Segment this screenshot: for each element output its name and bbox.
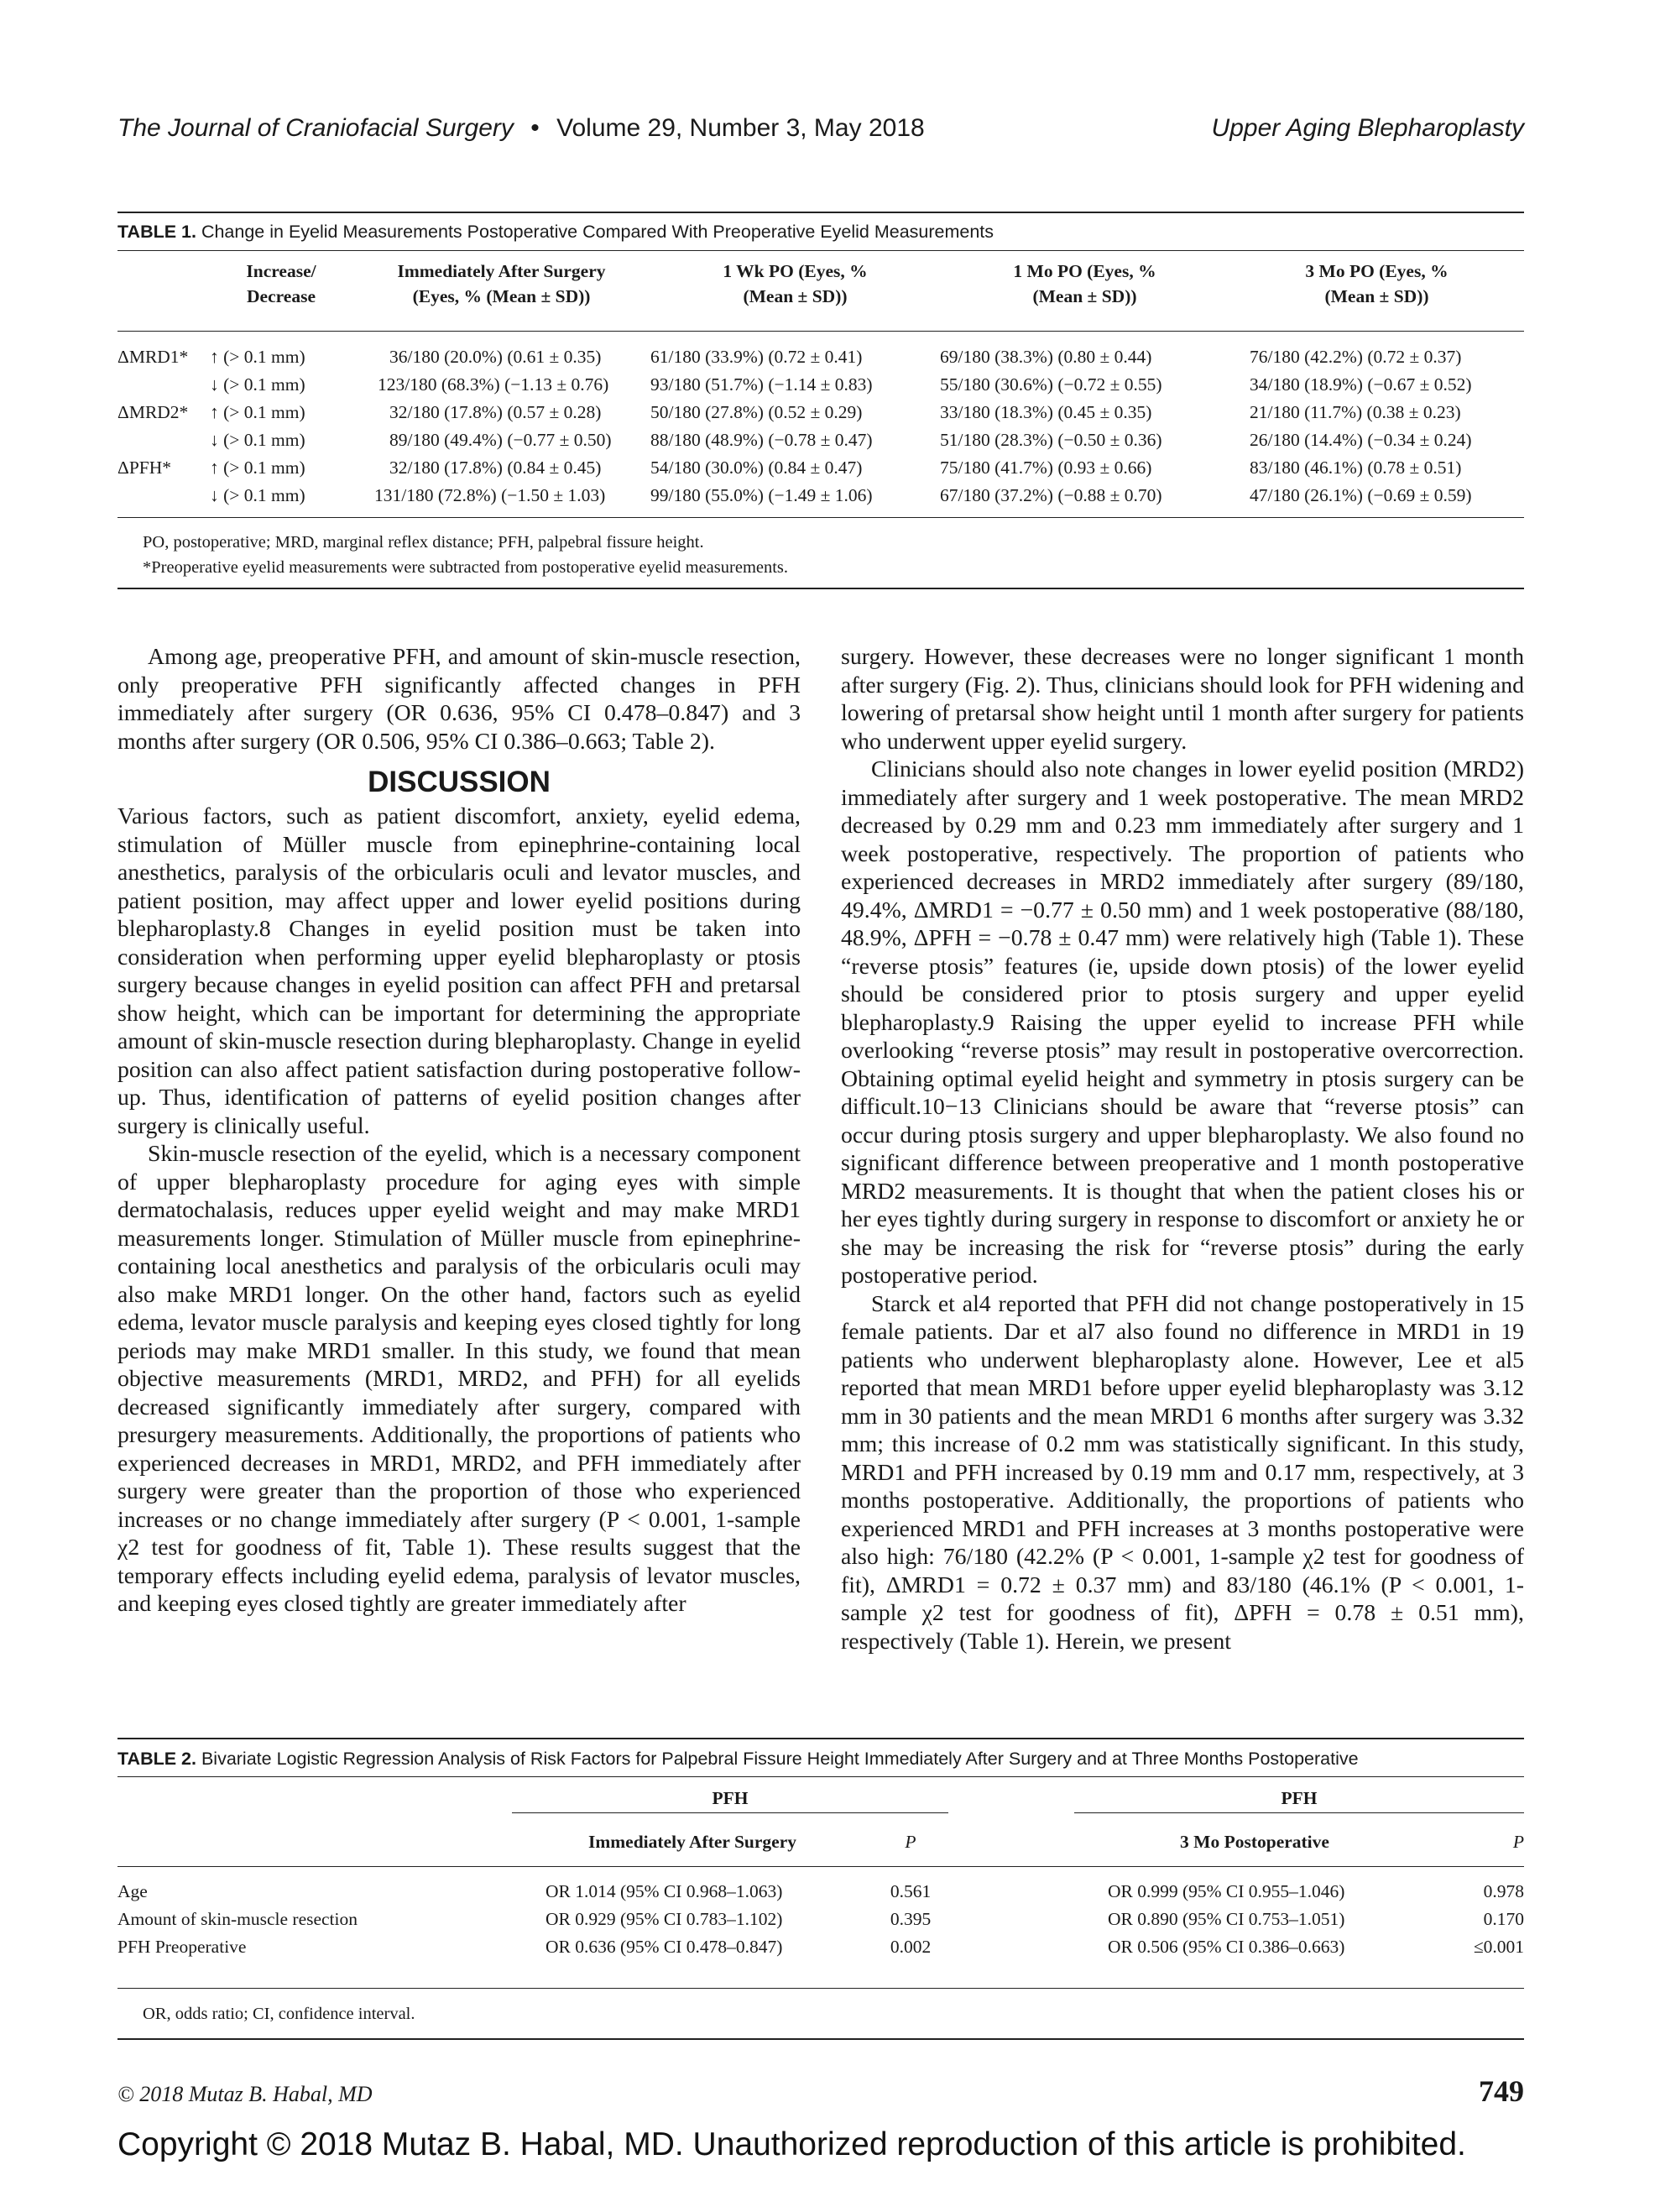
table-cell: OR 0.999 (95% CI 0.955–1.046) [1108,1881,1345,1901]
table-row [117,399,1524,426]
section-title: Upper Aging Blepharoplasty [1211,114,1524,142]
table-row [117,1878,1524,1906]
table-cell: 89/180 (49.4%) (−0.77 ± 0.50) [389,430,612,450]
table-cell: 99/180 (55.0%) (−1.49 ± 1.06) [650,485,873,505]
table-cell: 47/180 (26.1%) (−0.69 ± 0.59) [1250,485,1472,505]
page-number: 749 [1479,2074,1524,2108]
running-header [117,114,1524,143]
results-paragraph: Among age, preoperative PFH, and amount of skin-muscle resection, only preoperative PFH significantly affected changes in PFH immediately after surgery (OR 0.636, 95% CI 0.478–0.847) and 3 months after surgery (OR 0.506, 95% CI 0.386–0.663; Table 2). [117,644,801,755]
table1-header-cell: 3 Mo PO (Eyes, % (Mean ± SD)) [1305,261,1449,306]
table-row [117,1906,1524,1933]
copyright-banner: Copyright © 2018 Mutaz B. Habal, MD. Unauthorized reproduction of this article is prohibited. [117,2126,1466,2162]
table-cell [117,371,210,399]
table1-header-rule [117,250,1524,251]
right-column [841,643,1524,1655]
table-cell: Amount of skin-muscle resection [117,1909,358,1929]
table2-caption [117,1749,1544,1770]
table-cell: ΔMRD1* [117,347,189,367]
table-cell: OR 1.014 (95% CI 0.968–1.063) [546,1881,783,1901]
discussion-paragraph-3: surgery. However, these decreases were no longer significant 1 month after surgery (Fig. 2). Thus, clinicians should look for PFH widening and lowering of pretarsal show height until 1 month after surgery for patients who underwent upper eyelid surgery. [841,644,1524,755]
table2-subheader: P [1512,1831,1524,1852]
discussion-paragraph-5: Starck et al4 reported that PFH did not change postoperatively in 15 female patients. Dar et al7 also found no difference in MRD1 in 19 patients who underwent blepharoplasty alone. However, Lee et al5 reported that mean MRD1 before upper eyelid blepharoplasty was 3.12 mm in 30 patients and the mean MRD1 6 months after surgery was 3.32 mm; this increase of 0.2 mm was statistically significant. In this study, MRD1 and PFH increased by 0.19 mm and 0.17 mm, respectively, at 3 months postoperative. Additionally, the proportions of patients who experienced MRD1 and PFH increases at 3 months postoperative were also high: 76/180 (42.2% (P < 0.001, 1-sample χ2 test for goodness of fit), ΔMRD1 = 0.72 ± 0.37 mm) and 83/180 (46.1% (P < 0.001, 1-sample χ2 test for goodness of fit), ΔPFH = 0.78 ± 0.51 mm), respectively (Table 1). Herein, we present [841,1290,1524,1655]
table2 [117,1785,1524,1961]
discussion-paragraph-1: Various factors, such as patient discomfort, anxiety, eyelid edema, stimulation of Müller muscle from epinephrine-containing local anesthetics, paralysis of the orbicularis oculi and levator muscles, and patient position, may affect upper and lower eyelid positions during blepharoplasty.8 Changes in eyelid position must be taken into consideration when performing upper eyelid blepharoplasty or ptosis surgery because changes in eyelid position can affect PFH and pretarsal show height, which can be important for determining the appropriate amount of skin-muscle resection during blepharoplasty. Change in eyelid position can also affect patient satisfaction during postoperative follow-up. Thus, identification of patterns of eyelid position changes after surgery is clinically useful. [117,803,801,1139]
table2-subheader: P [905,1831,916,1852]
table1-header-cell: 1 Wk PO (Eyes, % (Mean ± SD)) [723,261,868,306]
table-cell: 21/180 (11.7%) (0.38 ± 0.23) [1250,402,1461,422]
journal-name: The Journal of Craniofacial Surgery [117,114,514,142]
table-cell: 75/180 (41.7%) (0.93 ± 0.66) [940,458,1152,478]
table-cell: 76/180 (42.2%) (0.72 ± 0.37) [1250,347,1462,367]
table1-footnote-asterisk: *Preoperative eyelid measurements were subtracted from postoperative eyelid measurements. [143,558,789,577]
header-bullet: • [530,114,540,142]
table-cell: 0.170 [1483,1909,1524,1929]
table-cell: ↑ (> 0.1 mm) [210,402,305,422]
table1-header-cell: Increase/ Decrease [246,261,316,306]
table-cell: 26/180 (14.4%) (−0.34 ± 0.24) [1250,430,1472,450]
table1-header-cell [117,259,210,309]
left-column [117,643,801,1618]
table-cell: ↓ (> 0.1 mm) [210,430,305,450]
journal-citation [117,114,925,143]
table1-header-cell: Immediately After Surgery (Eyes, % (Mean ± SD)) [397,261,606,306]
table-cell: 33/180 (18.3%) (0.45 ± 0.35) [940,402,1152,422]
table-cell: 34/180 (18.9%) (−0.67 ± 0.52) [1250,374,1472,395]
table1-label: TABLE 1. [117,222,196,242]
footer-copyright: © 2018 Mutaz B. Habal, MD [117,2082,373,2106]
table2-subheader: Immediately After Surgery [588,1831,796,1852]
table-cell: 131/180 (72.8%) (−1.50 ± 1.03) [374,485,606,505]
table-cell: OR 0.506 (95% CI 0.386–0.663) [1108,1937,1345,1957]
table-cell: 69/180 (38.3%) (0.80 ± 0.44) [940,347,1152,367]
table2-header-rule [117,1776,1524,1777]
table-cell: OR 0.636 (95% CI 0.478–0.847) [546,1937,783,1957]
table2-group-row [117,1785,1524,1813]
journal-volume: Volume 29, Number 3, May 2018 [556,114,925,142]
table1-bottom-rule [117,517,1524,518]
table1-header-row [117,259,1524,309]
table-cell: 55/180 (30.6%) (−0.72 ± 0.55) [940,374,1162,395]
table-cell: 88/180 (48.9%) (−0.78 ± 0.47) [650,430,873,450]
table-row [117,454,1524,482]
table-cell: 0.561 [890,1881,932,1901]
table2-top-rule [117,1738,1524,1739]
page-footer [117,2073,1524,2109]
table-row [117,343,1524,371]
table-cell: 32/180 (17.8%) (0.57 ± 0.28) [389,402,602,422]
table2-bottom-rule [117,1988,1524,1989]
table-cell: 0.395 [890,1909,932,1929]
table-cell [117,426,210,454]
table-cell: 54/180 (30.0%) (0.84 ± 0.47) [650,458,863,478]
table-cell: 50/180 (27.8%) (0.52 ± 0.29) [650,402,863,422]
table-cell: 83/180 (46.1%) (0.78 ± 0.51) [1250,458,1462,478]
table2-subheader: 3 Mo Postoperative [1180,1831,1329,1852]
table-cell: 67/180 (37.2%) (−0.88 ± 0.70) [940,485,1162,505]
table-cell: 32/180 (17.8%) (0.84 ± 0.45) [389,458,602,478]
table1-top-rule [117,212,1524,213]
table1 [117,259,1524,510]
table-cell: 51/180 (28.3%) (−0.50 ± 0.36) [940,430,1162,450]
table2-subheader-row [117,1828,1524,1856]
table-cell: ΔPFH* [117,458,172,478]
table-cell [117,482,210,510]
table2-label: TABLE 2. [117,1749,196,1769]
table-row [117,426,1524,454]
table-row [117,371,1524,399]
table1-caption [117,222,1544,243]
table-cell: 0.978 [1483,1881,1524,1901]
table-cell: ≤0.001 [1473,1937,1524,1957]
table2-caption-text: Bivariate Logistic Regression Analysis of Risk Factors for Palpebral Fissure Height Immediately After Surgery and at Three Months Postoperative [201,1749,1359,1769]
table-cell: OR 0.890 (95% CI 0.753–1.051) [1108,1909,1345,1929]
table-cell: ↓ (> 0.1 mm) [210,485,305,505]
table2-end-rule [117,2038,1524,2040]
section-heading-discussion: DISCUSSION [368,766,551,798]
table2-group-header: PFH [512,1785,948,1813]
table-cell: ↑ (> 0.1 mm) [210,458,305,478]
table-cell: 61/180 (33.9%) (0.72 ± 0.41) [650,347,863,367]
discussion-paragraph-2: Skin-muscle resection of the eyelid, which is a necessary component of upper blepharoplasty procedure for aging eyes with simple dermatochalasis, reduces upper eyelid weight and may make MRD1 measurements longer. Stimulation of Müller muscle from epinephrine-containing local anesthetics and paralysis of the orbicularis oculi may also make MRD1 longer. On the other hand, factors such as eyelid edema, levator muscle paralysis and keeping eyes closed tightly for long periods may make MRD1 smaller. In this study, we found that mean objective measurements (MRD1, MRD2, and PFH) for all eyelids decreased significantly immediately after surgery, compared with presurgery measurements. Additionally, the proportions of patients who experienced decreases in MRD1, MRD2, and PFH immediately after surgery were greater than the proportion of those who experienced increases or no change immediately after surgery (P < 0.001, 1-sample χ2 test for goodness of fit, Table 1). These results suggest that the temporary effects including eyelid edema, paralysis of levator muscles, and keeping eyes closed tightly are greater immediately after [117,1141,801,1617]
table-cell: ↓ (> 0.1 mm) [210,374,305,395]
table1-end-rule [117,588,1524,589]
table-cell: PFH Preoperative [117,1937,247,1957]
table-cell: 0.002 [890,1937,932,1957]
discussion-paragraph-4: Clinicians should also note changes in lower eyelid position (MRD2) immediately after surgery and 1 week postoperative. The mean MRD2 decreased by 0.29 mm and 0.23 mm immediately after surgery and 1 week postoperative, respectively. The proportion of patients who experienced decreases in MRD2 immediately after surgery (89/180, 49.4%, ΔMRD1 = −0.77 ± 0.50 mm) and 1 week postoperative (88/180, 48.9%, ΔPFH = −0.78 ± 0.47 mm) were relatively high (Table 1). These “reverse ptosis” features (ie, upside down ptosis) of the lower eyelid should be considered prior to ptosis surgery and upper eyelid blepharoplasty.9 Raising the upper eyelid to increase PFH while overlooking “reverse ptosis” may result in postoperative overcorrection. Obtaining optimal eyelid height and symmetry in ptosis surgery can be difficult.10−13 Clinicians should be aware that “reverse ptosis” can occur during ptosis surgery and upper blepharoplasty. We also found no significant difference between preoperative and 1 month postoperative MRD2 measurements. It is thought that when the patient closes his or her eyes tightly during surgery in response to discomfort or anxiety he or she may be increasing the risk for “reverse ptosis” during the early postoperative period. [841,756,1524,1289]
table2-footnote: OR, odds ratio; CI, confidence interval. [143,2005,415,2023]
table1-footnote-abbrev: PO, postoperative; MRD, marginal reflex distance; PFH, palpebral fissure height. [143,533,704,552]
table-cell: ↑ (> 0.1 mm) [210,347,305,367]
table-row [117,1933,1524,1961]
table-cell: ΔMRD2* [117,402,189,422]
table-cell: 36/180 (20.0%) (0.61 ± 0.35) [389,347,602,367]
table-cell: Age [117,1881,148,1901]
table1-header-cell: 1 Mo PO (Eyes, % (Mean ± SD)) [1013,261,1156,306]
table1-caption-text: Change in Eyelid Measurements Postoperative Compared With Preoperative Eyelid Measurements [201,222,994,242]
table-cell: OR 0.929 (95% CI 0.783–1.102) [546,1909,783,1929]
table-cell: 93/180 (51.7%) (−1.14 ± 0.83) [650,374,873,395]
table-cell: 123/180 (68.3%) (−1.13 ± 0.76) [378,374,609,395]
table2-group-header: PFH [1074,1785,1524,1813]
table-row [117,482,1524,510]
